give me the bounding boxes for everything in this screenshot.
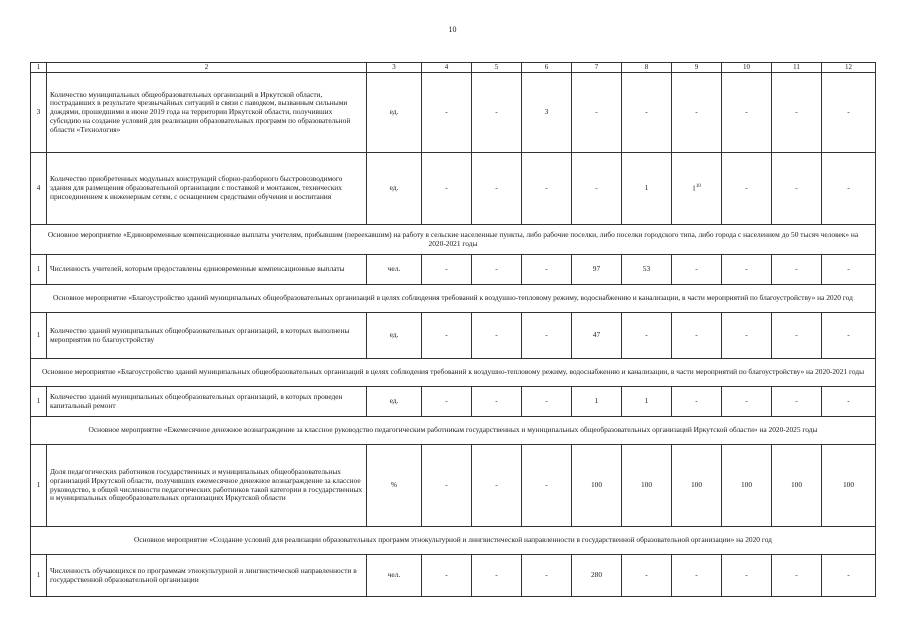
value-text: - — [695, 107, 698, 117]
value-text: - — [795, 396, 798, 406]
value-cell — [772, 445, 822, 527]
value-cell — [422, 73, 472, 153]
value-text: - — [745, 570, 748, 580]
indicator-description: Количество муниципальных общеобразовательных организаций в Иркутской области, пострадавших в результате чрезвычайных ситуаций в связи с паводком, вызванным сильными дождями, прошедшими в июне 2019 года на территории Иркутской области, получивших субсидию на создание условий для реализации образовательных программ по образовательной области «Технология» — [47, 73, 367, 153]
value-cell — [672, 255, 722, 285]
column-number-cell: 8 — [622, 63, 672, 73]
value-text: - — [695, 264, 698, 274]
value-text: - — [695, 396, 698, 406]
column-number-cell: 3 — [367, 63, 422, 73]
column-number-cell: 12 — [822, 63, 876, 73]
value-cell — [522, 555, 572, 597]
value-cell — [722, 555, 772, 597]
value-cell — [822, 153, 876, 225]
indicator-description: Количество приобретенных модульных конструкций сборно-разборного быстровозводимого здания для размещения образовательной организации с поставкой и монтажом, технических присоединением к инженерным сетям, с оснащением средствами обучения и воспитания — [47, 153, 367, 225]
unit-cell: ед. — [367, 73, 422, 153]
section-title: Основное мероприятие «Ежемесячное денежное вознаграждение за классное руководство педагогическим работникам государственных и муниципальных общеобразовательных организаций Иркутской области» на 2020-2025 годы — [31, 417, 876, 445]
value-cell — [722, 153, 772, 225]
page-number: 10 — [448, 25, 457, 34]
row-number: 1 — [31, 387, 47, 417]
value-text: - — [745, 264, 748, 274]
value-text: 100 — [740, 480, 753, 490]
value-text: 1 — [594, 396, 599, 406]
value-text: - — [695, 570, 698, 580]
value-cell — [622, 255, 672, 285]
value-text: 100 — [842, 480, 855, 490]
value-cell — [422, 555, 472, 597]
value-cell — [622, 387, 672, 417]
indicator-description: Численность учителей, которым предоставлены единовременные компенсационные выплаты — [47, 255, 367, 285]
value-text: - — [495, 264, 498, 274]
value-cell — [772, 153, 822, 225]
value-text: - — [645, 107, 648, 117]
value-cell — [622, 555, 672, 597]
value-text: - — [445, 396, 448, 406]
value-cell — [822, 555, 876, 597]
section-title: Основное мероприятие «Единовременные компенсационные выплаты учителям, прибывшим (переехавшим) на работу в сельские населенные пункты, либо рабочие поселки, либо поселки городского типа, либо города с населением до 50 тысяч человек» на 2020-2021 годы — [31, 225, 876, 255]
value-text: - — [745, 396, 748, 406]
value-text: - — [847, 107, 850, 117]
value-cell — [522, 153, 572, 225]
value-text: 1 — [644, 183, 649, 193]
unit-cell: ед. — [367, 387, 422, 417]
value-cell — [472, 387, 522, 417]
value-text: - — [795, 330, 798, 340]
value-cell — [572, 153, 622, 225]
value-cell — [722, 445, 772, 527]
value-cell — [622, 73, 672, 153]
value-text: - — [745, 330, 748, 340]
unit-cell: ед. — [367, 313, 422, 359]
value-text: - — [545, 264, 548, 274]
value-cell — [722, 255, 772, 285]
value-text: - — [745, 107, 748, 117]
value-cell — [572, 555, 622, 597]
value-text: 97 — [592, 264, 601, 274]
value-cell — [772, 255, 822, 285]
column-number-row — [31, 63, 876, 73]
value-cell — [722, 73, 772, 153]
table-row — [31, 73, 876, 153]
table-row — [31, 445, 876, 527]
value-text: - — [645, 570, 648, 580]
unit-cell: чел. — [367, 255, 422, 285]
value-cell — [522, 73, 572, 153]
column-number-cell: 5 — [472, 63, 522, 73]
value-text: - — [645, 330, 648, 340]
value-text: - — [495, 570, 498, 580]
unit-cell: % — [367, 445, 422, 527]
value-cell — [722, 313, 772, 359]
value-text: - — [545, 480, 548, 490]
value-text: - — [847, 570, 850, 580]
indicator-description: Количество зданий муниципальных общеобразовательных организаций, в которых проведен капитальный ремонт — [47, 387, 367, 417]
value-cell — [572, 313, 622, 359]
value-text: - — [545, 330, 548, 340]
value-cell — [472, 73, 522, 153]
row-number: 1 — [31, 255, 47, 285]
value-text: - — [495, 107, 498, 117]
value-text: - — [695, 330, 698, 340]
value-cell — [472, 255, 522, 285]
value-text: - — [847, 183, 850, 193]
value-text: - — [745, 183, 748, 193]
value-cell — [722, 387, 772, 417]
section-row — [31, 417, 876, 445]
value-cell — [772, 313, 822, 359]
value-cell — [672, 387, 722, 417]
section-row — [31, 359, 876, 387]
table-row — [31, 255, 876, 285]
table-row — [31, 387, 876, 417]
value-text: 100 — [790, 480, 803, 490]
value-text: - — [445, 480, 448, 490]
value-cell — [772, 555, 822, 597]
value-cell — [822, 313, 876, 359]
value-cell — [672, 555, 722, 597]
value-cell — [572, 387, 622, 417]
value-text: - — [545, 570, 548, 580]
column-number-cell: 10 — [722, 63, 772, 73]
value-cell — [572, 255, 622, 285]
value-cell — [572, 73, 622, 153]
section-title: Основное мероприятие «Благоустройство зданий муниципальных общеобразовательных организаций в целях соблюдения требований к воздушно-тепловому режиму, водоснабжению и канализации, в части мероприятий по благоустройству» на 2020-2021 годы — [31, 359, 876, 387]
value-text: 1 — [644, 396, 649, 406]
column-number-cell: 7 — [572, 63, 622, 73]
column-number-cell: 9 — [672, 63, 722, 73]
value-text: - — [795, 183, 798, 193]
value-text: 3 — [544, 107, 549, 117]
value-cell — [472, 153, 522, 225]
value-text: 47 — [592, 330, 601, 340]
footnote-marker: 10 — [695, 183, 701, 189]
value-text: - — [847, 264, 850, 274]
value-cell — [672, 153, 722, 225]
value-cell — [422, 313, 472, 359]
value-cell — [522, 255, 572, 285]
value-cell — [472, 555, 522, 597]
value-text: - — [847, 396, 850, 406]
value-text: - — [847, 330, 850, 340]
value-text: - — [495, 480, 498, 490]
value-text: 280 — [590, 570, 603, 580]
indicator-description: Количество зданий муниципальных общеобразовательных организаций, в которых выполнены мероприятия по благоустройству — [47, 313, 367, 359]
value-text: 100 — [640, 480, 653, 490]
value-text: 1 — [692, 183, 696, 193]
value-cell — [522, 445, 572, 527]
section-row — [31, 285, 876, 313]
value-cell — [822, 73, 876, 153]
value-cell — [822, 445, 876, 527]
value-cell — [672, 445, 722, 527]
value-text: - — [795, 107, 798, 117]
value-text: - — [795, 264, 798, 274]
value-cell — [422, 153, 472, 225]
value-text: - — [495, 183, 498, 193]
value-cell — [522, 313, 572, 359]
value-cell — [472, 313, 522, 359]
unit-cell: чел. — [367, 555, 422, 597]
value-cell — [622, 153, 672, 225]
indicator-description: Численность обучающихся по программам этнокультурной и лингвистической направленности в государственной образовательной организации — [47, 555, 367, 597]
value-cell — [422, 445, 472, 527]
value-text: - — [445, 570, 448, 580]
column-number-cell: 6 — [522, 63, 572, 73]
value-text: - — [445, 107, 448, 117]
value-text: - — [545, 396, 548, 406]
row-number: 4 — [31, 153, 47, 225]
value-cell — [822, 387, 876, 417]
table-row — [31, 153, 876, 225]
value-cell — [772, 73, 822, 153]
value-cell — [622, 313, 672, 359]
section-row — [31, 527, 876, 555]
value-text: - — [595, 107, 598, 117]
value-text: - — [595, 183, 598, 193]
section-title: Основное мероприятие «Создание условий для реализации образовательных программ этнокультурной и лингвистической направленности в государственной образовательной организации» на 2020 год — [31, 527, 876, 555]
value-cell — [672, 313, 722, 359]
value-cell — [422, 255, 472, 285]
unit-cell: ед. — [367, 153, 422, 225]
value-cell — [422, 387, 472, 417]
table-row — [31, 555, 876, 597]
indicator-description: Доля педагогических работников государственных и муниципальных общеобразовательных организаций Иркутской области, получивших ежемесячное денежное вознаграждение за классное руководство, в общей численности педагогических работников такой категории в государственных и муниципальных общеобразовательных организациях Иркутской области — [47, 445, 367, 527]
column-number-cell: 11 — [772, 63, 822, 73]
value-cell — [772, 387, 822, 417]
value-text: - — [445, 330, 448, 340]
value-cell — [672, 73, 722, 153]
value-cell — [572, 445, 622, 527]
value-text: - — [795, 570, 798, 580]
column-number-cell: 4 — [422, 63, 472, 73]
section-row — [31, 225, 876, 255]
value-text: 100 — [690, 480, 703, 490]
row-number: 1 — [31, 445, 47, 527]
row-number: 1 — [31, 555, 47, 597]
value-text: - — [445, 183, 448, 193]
value-text: 53 — [642, 264, 651, 274]
column-number-cell: 2 — [47, 63, 367, 73]
row-number: 1 — [31, 313, 47, 359]
section-title: Основное мероприятие «Благоустройство зданий муниципальных общеобразовательных организаций в целях соблюдения требований к воздушно-тепловому режиму, водоснабжению и канализации, в части мероприятий по благоустройству» на 2020 год — [31, 285, 876, 313]
value-cell — [822, 255, 876, 285]
table-row — [31, 313, 876, 359]
column-number-cell: 1 — [31, 63, 47, 73]
value-cell — [622, 445, 672, 527]
value-cell — [522, 387, 572, 417]
value-text: - — [445, 264, 448, 274]
value-text: - — [495, 330, 498, 340]
value-text: - — [545, 183, 548, 193]
value-text: - — [495, 396, 498, 406]
row-number: 3 — [31, 73, 47, 153]
value-cell — [472, 445, 522, 527]
indicators-table — [30, 62, 876, 597]
value-text: 100 — [590, 480, 603, 490]
